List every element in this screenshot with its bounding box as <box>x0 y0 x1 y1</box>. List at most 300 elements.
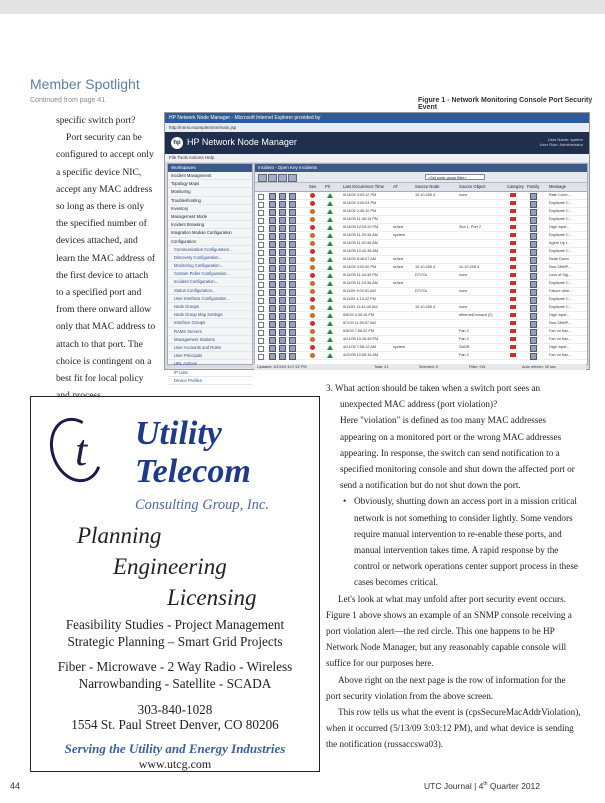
row-checkbox <box>258 210 264 216</box>
category-icon <box>510 225 516 229</box>
row-status-icon <box>289 313 296 320</box>
user-name: User Name: system <box>547 137 583 142</box>
row-source-node: DTVOL <box>415 273 428 277</box>
incident-row <box>255 312 587 320</box>
ad-line-2: Strategic Planning – Smart Grid Projects <box>67 634 283 649</box>
row-source-object: none <box>459 289 468 293</box>
incident-row <box>255 264 587 272</box>
row-open-icon <box>269 321 276 328</box>
row-source-object: none <box>459 273 468 277</box>
row-message: Loss of Sig... <box>549 273 571 277</box>
row-status-icon <box>289 241 296 248</box>
ad-website[interactable]: www.utcg.com <box>138 757 212 771</box>
row-time: 4/21/09 10:16:45 PM <box>343 337 379 341</box>
row-node-icon <box>279 281 286 288</box>
nav-item: URL Actions <box>168 360 252 368</box>
row-status-icon <box>289 353 296 360</box>
incident-row <box>255 304 587 312</box>
app-banner <box>165 132 589 154</box>
severity-icon <box>310 305 315 310</box>
nav-item: Incident Browsing <box>168 221 252 229</box>
row-message: Non-SNMP... <box>549 321 571 325</box>
row-open-icon <box>269 313 276 320</box>
category-icon <box>510 281 516 285</box>
row-node-icon <box>279 217 286 224</box>
incident-row <box>255 232 587 240</box>
severity-icon <box>310 297 315 302</box>
user-info <box>540 137 583 147</box>
family-icon <box>530 201 537 208</box>
right-column-text <box>326 380 582 753</box>
incident-row <box>255 224 587 232</box>
row-checkbox <box>258 258 264 264</box>
row-at: sched <box>393 225 404 229</box>
severity-icon <box>310 241 315 246</box>
row-source-object: Fan 2 <box>459 329 469 333</box>
ad-line-1: Feasibility Studies - Project Management <box>65 617 285 632</box>
priority-icon <box>327 225 333 230</box>
row-node-icon <box>279 345 286 352</box>
row-checkbox <box>258 274 264 280</box>
priority-icon <box>327 337 333 342</box>
row-open-icon <box>269 217 276 224</box>
priority-icon <box>327 353 333 358</box>
row-open-icon <box>269 345 276 352</box>
row-time: 5/13/09 3:03:12 PM <box>343 193 377 197</box>
incident-row <box>255 256 587 264</box>
row-time: 5/13/09 11:36:15 PM <box>343 217 378 221</box>
family-icon <box>530 305 537 312</box>
row-checkbox <box>258 266 264 272</box>
severity-icon <box>310 273 315 278</box>
col-source-node: Source Node <box>415 184 440 189</box>
severity-icon <box>310 337 315 342</box>
journal-name: UTC Journal | 4 <box>424 781 484 791</box>
row-time: 5/11/09 11:44:45 AM <box>343 305 378 309</box>
incident-row <box>255 296 587 304</box>
user-role: User Role: Administrator <box>539 142 583 147</box>
row-checkbox <box>258 338 264 344</box>
nav-item: Communication Configuration... <box>168 246 252 254</box>
row-time: 5/13/09 3:02:40 PM <box>343 265 377 269</box>
family-icon <box>530 281 537 288</box>
status-refresh: Auto refresh: 30 sec <box>522 365 556 369</box>
nav-item: Monitoring <box>168 188 252 196</box>
priority-icon <box>327 249 333 254</box>
row-time: 5/12/09 11:44:30 PM <box>343 273 378 277</box>
row-status-icon <box>289 217 296 224</box>
row-node-icon <box>279 329 286 336</box>
priority-icon <box>327 345 333 350</box>
row-status-icon <box>289 337 296 344</box>
family-icon <box>530 217 537 224</box>
row-source-node: 10.10.255.3 <box>415 193 436 197</box>
incident-row <box>255 320 587 328</box>
row-open-icon <box>269 193 276 200</box>
workspace-nav <box>167 163 253 383</box>
row-time: 5/13/09 3:00:03 PM <box>343 201 377 205</box>
left-column-text <box>56 112 156 404</box>
category-icon <box>510 329 516 333</box>
col-pri: Pri <box>325 184 331 189</box>
priority-icon <box>327 321 333 326</box>
figure-screenshot <box>164 112 590 383</box>
utility-telecom-ad <box>30 396 320 772</box>
service-engineering: Engineering <box>113 554 227 579</box>
family-icon <box>530 249 537 256</box>
row-source-node: 10.10.255.3 <box>415 305 436 309</box>
nav-item: Status Configuration... <box>168 287 252 295</box>
row-open-icon <box>269 233 276 240</box>
nav-item: Discovery Configuration... <box>168 254 252 262</box>
service-planning: Planning <box>77 523 162 548</box>
ad-address: 1554 St. Paul Street Denver, CO 80206 <box>71 717 279 732</box>
row-checkbox <box>258 306 264 312</box>
row-message: Duplicate C... <box>549 305 572 309</box>
row-message: Duplicate C... <box>549 249 572 253</box>
row-node-icon <box>279 313 286 320</box>
nav-item: Node Group Map Settings <box>168 311 252 319</box>
row-time: 5/13/09 8:46:07 AM <box>343 257 376 261</box>
nav-item: Integration Module Configuration <box>168 229 252 237</box>
section-title: Member Spotlight <box>30 76 140 92</box>
incident-row <box>255 240 587 248</box>
incident-row <box>255 336 587 344</box>
row-status-icon <box>289 201 296 208</box>
category-icon <box>510 353 516 357</box>
row-time: 5/13/09 2:46:10 PM <box>343 209 377 213</box>
row-open-icon <box>269 265 276 272</box>
severity-icon <box>310 225 315 230</box>
row-source-object: Fan 2 <box>459 337 469 341</box>
row-status-icon <box>289 281 296 288</box>
row-checkbox <box>258 314 264 320</box>
row-message: Duplicate C... <box>549 217 572 221</box>
priority-icon <box>327 217 333 222</box>
severity-icon <box>310 329 315 334</box>
severity-icon <box>310 201 315 206</box>
row-node-icon <box>279 193 286 200</box>
row-source-object: 10.10.255.3 <box>459 265 480 269</box>
menu-bar: File Tools Actions Help <box>165 154 589 162</box>
row-node-icon <box>279 241 286 248</box>
journal-ordinal: th <box>483 781 488 788</box>
row-open-icon <box>269 241 276 248</box>
row-node-icon <box>279 209 286 216</box>
ad-line-3: Fiber - Microwave - 2 Way Radio - Wireless <box>57 659 293 674</box>
family-icon <box>530 225 537 232</box>
nav-item: Inventory <box>168 205 252 213</box>
row-status-icon <box>289 329 296 336</box>
severity-icon <box>310 217 315 222</box>
row-open-icon <box>269 337 276 344</box>
category-icon <box>510 193 516 197</box>
category-icon <box>510 233 516 237</box>
row-checkbox <box>258 202 264 208</box>
row-source-object: ethernetCsmacd (2) <box>459 313 493 317</box>
top-stripe <box>0 0 605 14</box>
category-icon <box>510 249 516 253</box>
category-icon <box>510 337 516 341</box>
row-message: High input... <box>549 313 570 317</box>
col-category: Category <box>507 184 524 189</box>
family-icon <box>530 209 537 216</box>
row-checkbox <box>258 346 264 352</box>
row-source-node: DTVOL <box>415 289 428 293</box>
priority-icon <box>327 289 333 294</box>
severity-icon <box>310 209 315 214</box>
left-paragraph-2: Port security can be configured to accept only a specific device NIC, accept any MAC address so long as there is only the specified number of devices attached, and learn the MAC address of the first device to attach to a specified port and from there onward allow only that MAC address to attach to that port. The choice is contingent on a best fit for local policy <box>56 132 156 385</box>
row-at: sched <box>393 281 404 285</box>
row-source-object: Fan 2 <box>459 353 469 357</box>
row-node-icon <box>279 201 286 208</box>
row-time: 4/20/09 10:55:16 AM <box>343 353 379 357</box>
row-status-icon <box>289 265 296 272</box>
row-node-icon <box>279 233 286 240</box>
status-filter: Filter: ON <box>469 365 486 369</box>
row-time: 5/11/09 1:13:22 PM <box>343 297 376 301</box>
row-source-object: none <box>459 193 468 197</box>
row-time: 5/13/09 11:02:46 AM <box>343 241 378 245</box>
company-name-line1: Utility <box>135 415 222 452</box>
row-checkbox <box>258 242 264 248</box>
row-checkbox <box>258 250 264 256</box>
severity-icon <box>310 265 315 270</box>
family-icon <box>530 265 537 272</box>
incident-row <box>255 288 587 296</box>
nav-item: Incident Configuration... <box>168 278 252 286</box>
row-message: Fan on bac... <box>549 337 572 341</box>
row-message: High input... <box>549 345 570 349</box>
row-checkbox <box>258 194 264 200</box>
col-source-object: Source Object <box>459 184 486 189</box>
toolbar-filter-icon <box>288 174 297 182</box>
row-message: Non-SNMP... <box>549 265 571 269</box>
row-checkbox <box>258 234 264 240</box>
priority-icon <box>327 305 333 310</box>
incident-row <box>255 200 587 208</box>
severity-icon <box>310 345 315 350</box>
nav-item: Management Stations <box>168 336 252 344</box>
nav-item: Configuration <box>168 238 252 246</box>
window-titlebar: HP Network Node Manager - Microsoft Internet Explorer provided by <box>165 113 589 123</box>
row-message: Duplicate C... <box>549 281 572 285</box>
row-message: Duplicate C... <box>549 201 572 205</box>
row-time: 5/8/09 4:30:16 PM <box>343 313 375 317</box>
family-icon <box>530 241 537 248</box>
family-icon <box>530 337 537 344</box>
row-time: 5/13/09 10:42:36 AM <box>343 249 379 253</box>
nav-item: User Accounts and Roles <box>168 344 252 352</box>
row-message: High input... <box>549 225 570 229</box>
category-icon <box>510 273 516 277</box>
row-node-icon <box>279 249 286 256</box>
grid-statusbar <box>254 364 586 370</box>
journal-footer <box>424 781 540 791</box>
row-status-icon <box>289 225 296 232</box>
toolbar-refresh-icon <box>278 174 287 182</box>
row-status-icon <box>289 305 296 312</box>
category-icon <box>510 265 516 269</box>
ad-tagline: Serving the Utility and Energy Industries <box>64 741 286 756</box>
nav-item: Device Profiles <box>168 377 252 385</box>
row-open-icon <box>269 225 276 232</box>
family-icon <box>530 353 537 360</box>
nav-item: Custom Poller Configuration... <box>168 270 252 278</box>
incident-row <box>255 216 587 224</box>
family-icon <box>530 289 537 296</box>
nav-item: RAMS Servers <box>168 328 252 336</box>
nav-item: Topology Maps <box>168 180 252 188</box>
severity-icon <box>310 233 315 238</box>
family-icon <box>530 233 537 240</box>
nav-item: Interface Groups <box>168 319 252 327</box>
row-message: Rate Corre... <box>549 193 571 197</box>
row-node-icon <box>279 289 286 296</box>
incident-row <box>255 344 587 352</box>
incident-row <box>255 248 587 256</box>
severity-icon <box>310 353 315 358</box>
row-status-icon <box>289 345 296 352</box>
row-open-icon <box>269 209 276 216</box>
row-time: 5/13/09 11:20:18 AM <box>343 233 378 237</box>
row-checkbox <box>258 322 264 328</box>
bullet-text: Obviously, shutting down an access port in a mission critical network is not something to consider lightly. Some vendors require manual intervention to re-enable these ports, and manual intervention takes time. A rapid response by the control or network operations center support process in these cases becomes critical. <box>354 496 579 588</box>
page-number: 44 <box>10 781 21 791</box>
row-status-icon <box>289 257 296 264</box>
ad-line-4: Narrowbanding - Satellite - SCADA <box>78 676 272 691</box>
incident-row <box>255 192 587 200</box>
category-icon <box>510 289 516 293</box>
row-time: 5/13/09 12:09:20 PM <box>343 225 379 229</box>
incident-row <box>255 328 587 336</box>
row-at: sched <box>393 257 404 261</box>
row-message: Duplicate C... <box>549 209 572 213</box>
row-time: 5/5/09 7:56:22 PM <box>343 329 375 333</box>
row-open-icon <box>269 201 276 208</box>
family-icon <box>530 321 537 328</box>
row-open-icon <box>269 273 276 280</box>
family-icon <box>530 313 537 320</box>
hp-logo-icon: hp <box>171 137 183 149</box>
row-status-icon <box>289 249 296 256</box>
priority-icon <box>327 193 333 198</box>
row-open-icon <box>269 249 276 256</box>
nav-item: User Interface Configuration... <box>168 295 252 303</box>
row-status-icon <box>289 273 296 280</box>
toolbar-open-icon <box>258 174 267 182</box>
row-node-icon <box>279 321 286 328</box>
row-open-icon <box>269 329 276 336</box>
status-total: Total: 21 <box>374 365 389 369</box>
severity-icon <box>310 321 315 326</box>
row-time: 5/12/09 11:19:36 AM <box>343 281 378 285</box>
nav-item: Troubleshooting <box>168 197 252 205</box>
bullet-dot-icon: • <box>343 496 347 507</box>
category-icon <box>510 313 516 317</box>
row-checkbox <box>258 330 264 336</box>
row-status-icon <box>289 233 296 240</box>
category-icon <box>510 241 516 245</box>
company-subtitle: Consulting Group, Inc. <box>135 497 269 513</box>
toolbar-delete-icon <box>268 174 277 182</box>
nav-item: IP Lists <box>168 369 252 377</box>
row-node-icon <box>279 257 286 264</box>
priority-icon <box>327 241 333 246</box>
row-message: Duplicate C... <box>549 297 572 301</box>
priority-icon <box>327 201 333 206</box>
priority-icon <box>327 265 333 270</box>
family-icon <box>530 273 537 280</box>
row-status-icon <box>289 297 296 304</box>
severity-icon <box>310 313 315 318</box>
paragraph-1: Let's look at what may unfold after port security event occurs. Figure 1 above shows an example of an SNMP console receiving a port violation alert—the red circle. This one happens to be HP Network Node Manager, but any reasonably capable console will suffice for our purposes here. <box>326 593 572 669</box>
row-source-object: SADR <box>459 345 470 349</box>
priority-icon <box>327 281 333 286</box>
app-name: HP Network Node Manager <box>187 137 297 147</box>
severity-icon <box>310 257 315 262</box>
category-icon <box>510 201 516 205</box>
row-time: 5/7/09 11:59:57 AM <box>343 321 376 325</box>
row-message: Duplicate C... <box>549 233 572 237</box>
category-icon <box>510 305 516 309</box>
priority-icon <box>327 209 333 214</box>
row-node-icon <box>279 305 286 312</box>
col-sev: Sev <box>309 184 317 189</box>
figure-caption: Figure 1 - Network Monitoring Console Port Security Event <box>418 97 593 111</box>
row-node-icon <box>279 273 286 280</box>
row-checkbox <box>258 226 264 232</box>
family-icon <box>530 345 537 352</box>
logo-t-glyph: t <box>75 426 88 475</box>
nav-item: User Principals <box>168 352 252 360</box>
address-bar: http://nnmi.example/nnm/main.jsp <box>165 123 589 132</box>
family-icon <box>530 257 537 264</box>
nav-item: Incident Management <box>168 172 252 180</box>
row-open-icon <box>269 297 276 304</box>
row-time: 5/11/09 9:02:51 AM <box>343 289 376 293</box>
priority-icon <box>327 297 333 302</box>
category-icon <box>510 209 516 213</box>
row-open-icon <box>269 353 276 360</box>
family-icon <box>530 329 537 336</box>
severity-icon <box>310 281 315 286</box>
row-at: sched <box>393 265 404 269</box>
incident-row <box>255 280 587 288</box>
row-checkbox <box>258 290 264 296</box>
col-at: AT <box>393 184 399 189</box>
row-status-icon <box>289 193 296 200</box>
row-at: system <box>393 345 406 349</box>
row-checkbox <box>258 218 264 224</box>
row-node-icon <box>279 265 286 272</box>
category-icon <box>510 217 516 221</box>
row-time: 4/21/09 7:58:12 AM <box>343 345 376 349</box>
priority-icon <box>327 329 333 334</box>
ad-phone: 303-840-1028 <box>137 702 213 717</box>
col-family: Family <box>527 184 540 189</box>
paragraph-2: Above right on the next page is the row of information for the port security violation from the above screen. <box>326 674 566 701</box>
row-status-icon <box>289 321 296 328</box>
priority-icon <box>327 257 333 262</box>
row-source-node: 10.10.255.3 <box>415 265 436 269</box>
incident-grid <box>254 163 588 365</box>
category-icon <box>510 257 516 261</box>
col-message: Message <box>549 184 566 189</box>
answer-paragraph: Here "violation" is defined as too many MAC addresses appearing on a monitored port or the wrong MAC addresses appearing. In response, the switch can send notification to a specified monitoring console and shut down the affected port or send a notification but do not shut down the port. <box>340 415 575 491</box>
row-checkbox <box>258 354 264 360</box>
grid-header: Incident - Open Key Incidents <box>255 164 587 172</box>
